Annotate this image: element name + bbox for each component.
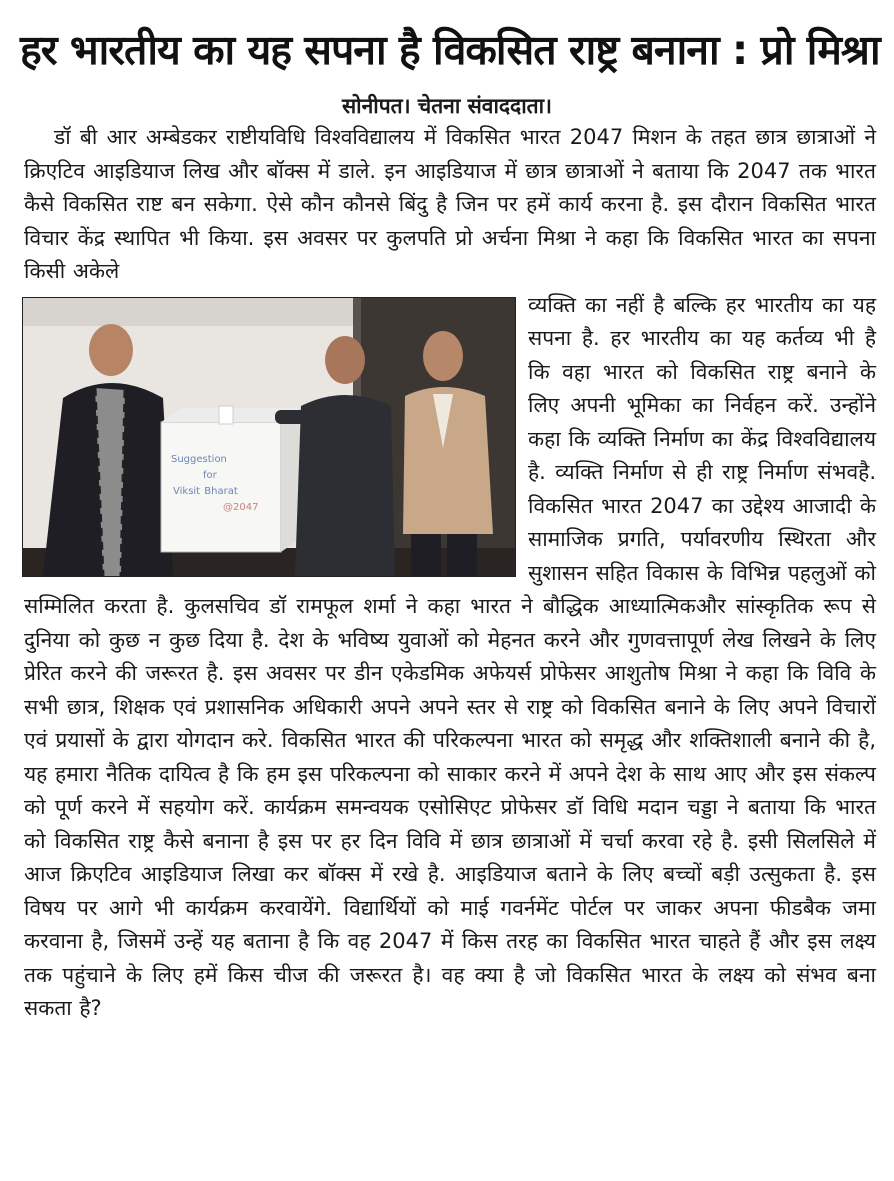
news-photo (22, 297, 516, 577)
box-label-line-1: Suggestion (171, 453, 227, 465)
box-label-line-2: for (203, 469, 217, 481)
article-intro-paragraph: डॉ बी आर अम्बेडकर राष्टीयविधि विश्वविद्यालय में विकसित भारत 2047 मिशन के तहत छात्र छात्राओं ने क्रिएटिव आइडियाज लिख और बॉक्स में डाले. इन आइडियाज में छात्र छात्राओं ने बताया कि 2047 तक भारत कैसे विकसित राष्ट बन सकेगा. ऐसे कौन कौनसे बिंदु है जिन पर हमें कार्य करना है. इस दौरान विकसित भारत विचार केंद्र स्थापित भी किया. इस अवसर पर कुलपति प्रो अर्चना मिश्रा ने कहा कि विकसित भारत का सपना किसी अकेले (24, 125, 876, 283)
article-body (24, 121, 876, 1026)
box-label-line-3: Viksit Bharat (173, 485, 238, 497)
article-body-paragraph: व्यक्ति का नहीं है बल्कि हर भारतीय का यह सपना है. हर भारतीय का यह कर्तव्य भी है कि वहा भारत को विकसित राष्ट्र बनाने के लिए अपनी भूमिका का निर्वहन करें. उन्होंने कहा कि व्यक्ति निर्माण का केंद्र विश्वविद्यालय है. व्यक्ति निर्माण से ही राष्ट्र निर्माण संभवहै. विकसित भारत 2047 का उद्देश्य आजादी के सामाजिक प्रगति, पर्यावरणीय स्थिरता और सुशासन सहित विकास के विभिन्न पहलुओं को सम्मिलित करता है. कुलसचिव डॉ रामफूल शर्मा ने कहा भारत ने बौद्धिक आध्यात्मिकऔर सांस्कृतिक रूप से दुनिया को कुछ न कुछ दिया है. देश के भविष्य युवाओं को मेहनत करने और गुणवत्तापूर्ण लेख लिखने के लिए प्रेरित करने की जरूरत है. इस अवसर पर डीन एकेडमिक अफेयर्स प्रोफेसर आशुतोष मिश्रा ने कहा कि विवि के सभी छात्र, शिक्षक एवं प्रशासनिक अधिकारी अपने अपने स्तर से राष्ट्र को विकसित बनाने के लिए अपने विचारों एवं प्रयासों के द्वारा योगदान करे. विकसित भारत की परिकल्पना भारत को समृद्ध और शक्तिशाली बनाने की है, यह हमारा नैतिक दायित्व है कि हम इस परिकल्पना को साकार करने में अपने देश के साथ आए और इस संकल्प को पूर्ण करने में सहयोग करें. कार्यक्रम समन्वयक एसोसिएट प्रोफेसर डॉ विधि मदान चड्डा ने बताया कि भारत को विकसित राष्ट्र कैसे बनाना है इस पर हर दिन विवि में छात्र छात्राओं में चर्चा करवा रहे है. इसी सिलसिले में आज क्रिएटिव आइडियाज लिखा कर बॉक्स में रखे है. आइडियाज बताने के लिए बच्चों बड़ी उत्सुकता है. इस विषय पर आगे भी कार्यक्रम करवायेंगे. विद्यार्थियों को माई गवर्नमेंट पोर्टल पर जाकर अपना फीडबैक जमा करवाना है, जिसमें उन्हें यह बताना है कि वह 2047 में किस तरह का विकसित भारत चाहते हैं और इस लक्ष्य तक पहुंचाने के लिए हमें किस चीज की जरूरत है। वह क्या है जो विकसित भारत के लक्ष्य को संभव बना सकता है? (24, 292, 876, 1020)
headline: हर भारतीय का यह सपना है विकसित राष्ट्र बनाना : प्रो मिश्रा (20, 26, 880, 74)
box-label-line-4: @2047 (223, 501, 259, 513)
photo-illustration (23, 298, 515, 576)
byline: सोनीपत। चेतना संवाददाता। (341, 94, 553, 118)
